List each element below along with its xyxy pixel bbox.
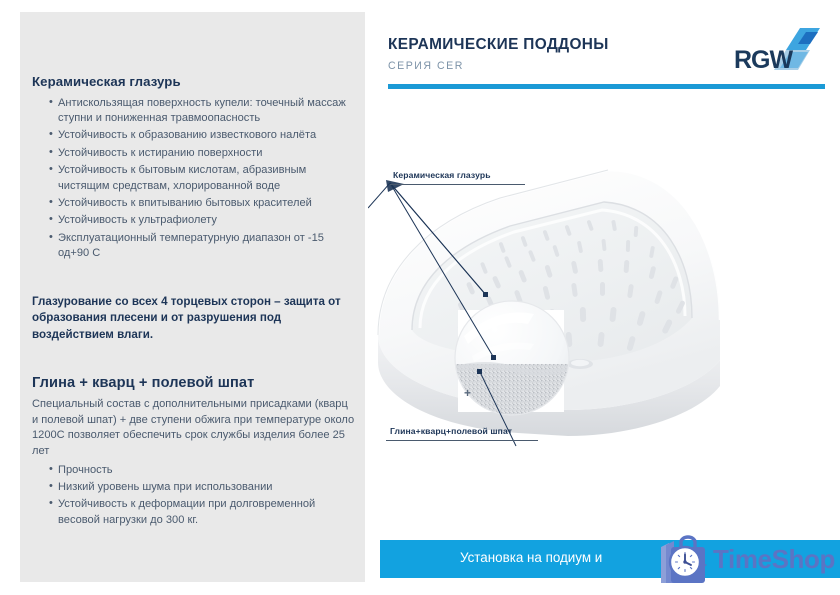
section-ceramic-glaze bbox=[32, 74, 357, 264]
section-clay-quartz bbox=[32, 374, 357, 530]
page-title: КЕРАМИЧЕСКИЕ ПОДДОНЫ bbox=[388, 36, 609, 53]
list-item: • Устойчивость к деформации при долговременной весовой нагрузки до 300 кг. bbox=[49, 497, 357, 528]
list-item: • Эксплуатационный температурную диапазон от -15 од+90 С bbox=[49, 231, 357, 262]
rgw-logo-text: RGW bbox=[734, 46, 793, 74]
clay-title: Глина + кварц + полевой шпат bbox=[32, 375, 255, 391]
callout-rule-top bbox=[390, 184, 525, 185]
timeshop-wordmark: TimeShop bbox=[713, 544, 836, 574]
left-info-panel bbox=[20, 12, 365, 582]
glaze-bullet-list bbox=[32, 96, 357, 262]
magnifier-lens bbox=[455, 301, 571, 416]
callout-point-clay bbox=[477, 369, 482, 374]
edge-glazing-paragraph: Глазурование со всех 4 торцевых сторон – защита от образования плесени и от разрушения под воздействием влаги. bbox=[32, 295, 341, 341]
list-item: • Устойчивость к бытовым кислотам, абразивным чистящим средствам, хлорированной воде bbox=[49, 163, 357, 194]
timeshop-watermark bbox=[655, 531, 840, 591]
callout-label-ceramic-glaze: Керамическая глазурь bbox=[393, 170, 491, 180]
list-item: • Антискользящая поверхность купели: точечный массаж ступни и пониженная травмоопасность bbox=[49, 96, 357, 127]
glaze-title: Керамическая глазурь bbox=[32, 74, 181, 89]
product-illustration bbox=[368, 150, 840, 450]
list-item: • Устойчивость к ультрафиолету bbox=[49, 213, 357, 228]
callout-point-glaze-basin bbox=[483, 292, 488, 297]
right-content-area bbox=[368, 0, 840, 595]
list-item: • Устойчивость к образованию известкового налёта bbox=[49, 128, 357, 143]
section-edge-glazing bbox=[32, 294, 357, 343]
callout-label-clay-quartz: Глина+кварц+полевой шпат bbox=[390, 426, 513, 436]
list-item: • Устойчивость к истиранию поверхности bbox=[49, 146, 357, 161]
magnifier-plus-icon: + bbox=[464, 386, 472, 400]
page-subtitle: СЕРИЯ CER bbox=[388, 60, 464, 72]
list-item: • Устойчивость к впитыванию бытовых красителей bbox=[49, 196, 357, 211]
title-underline-rule bbox=[388, 84, 825, 89]
callout-rule-bottom bbox=[386, 440, 538, 441]
timeshop-clock-bag-icon bbox=[655, 531, 715, 591]
list-item: • Низкий уровень шума при использовании bbox=[49, 480, 357, 495]
shower-tray-drawing-icon bbox=[368, 150, 840, 450]
callout-point-glaze-lens bbox=[491, 355, 496, 360]
list-item: • Прочность bbox=[49, 463, 357, 478]
rgw-logo bbox=[734, 26, 826, 78]
banner-text: Установка на подиум и bbox=[460, 550, 603, 565]
clay-bullet-list bbox=[32, 463, 357, 529]
clay-paragraph: Специальный состав с дополнительными присадками (кварц и полевой шпат) + две ступени обжига при температуре около 1200С позволяет обеспечить срок службы изделия более 25 лет bbox=[32, 398, 355, 458]
